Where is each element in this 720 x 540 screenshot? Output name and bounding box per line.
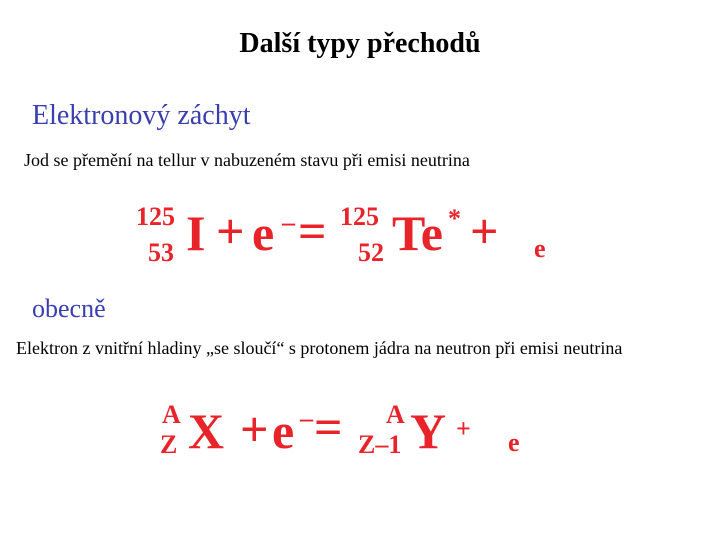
plus-sign-2: + [470, 203, 499, 259]
mass-number-tellurium: 125 [340, 202, 379, 231]
section-heading-electron-capture: Elektronový záchyt [32, 100, 251, 131]
section-description-iodine: Jod se přemění na tellur v nabuzeném stavu při emisi neutrina [24, 150, 470, 170]
electron-symbol: e [252, 205, 275, 261]
element-symbol-tellurium: Te [392, 205, 443, 261]
plus-sign: + [240, 401, 269, 457]
section-description-general: Elektron z vnitřní hladiny „se sloučí“ s protonem jádra na neutron při emisi neutrina [16, 338, 623, 358]
element-symbol-x: X [188, 403, 225, 459]
electron-charge: – [300, 404, 313, 433]
mass-number-iodine: 125 [136, 202, 175, 231]
equals-sign: = [298, 203, 327, 259]
atomic-number-iodine: 53 [148, 238, 174, 267]
atomic-number-y: Z–1 [358, 430, 402, 459]
atomic-number-tellurium: 52 [358, 238, 384, 267]
element-symbol-iodine: I [186, 205, 206, 261]
mass-number-y: A [386, 400, 405, 429]
plus-sign: + [216, 203, 245, 259]
element-symbol-y: Y [410, 403, 447, 459]
atomic-number-x: Z [160, 430, 178, 459]
plus-sign-2: + [456, 414, 471, 443]
electron-charge: – [282, 208, 295, 237]
excited-state-star: * [448, 204, 461, 233]
section-heading-general: obecně [32, 294, 106, 323]
neutrino-subscript: e [508, 428, 520, 457]
electron-symbol: e [272, 403, 295, 459]
equals-sign: = [314, 399, 343, 455]
mass-number-x: A [162, 400, 181, 429]
page-title: Další typy přechodů [239, 28, 481, 59]
neutrino-subscript: e [534, 234, 546, 263]
